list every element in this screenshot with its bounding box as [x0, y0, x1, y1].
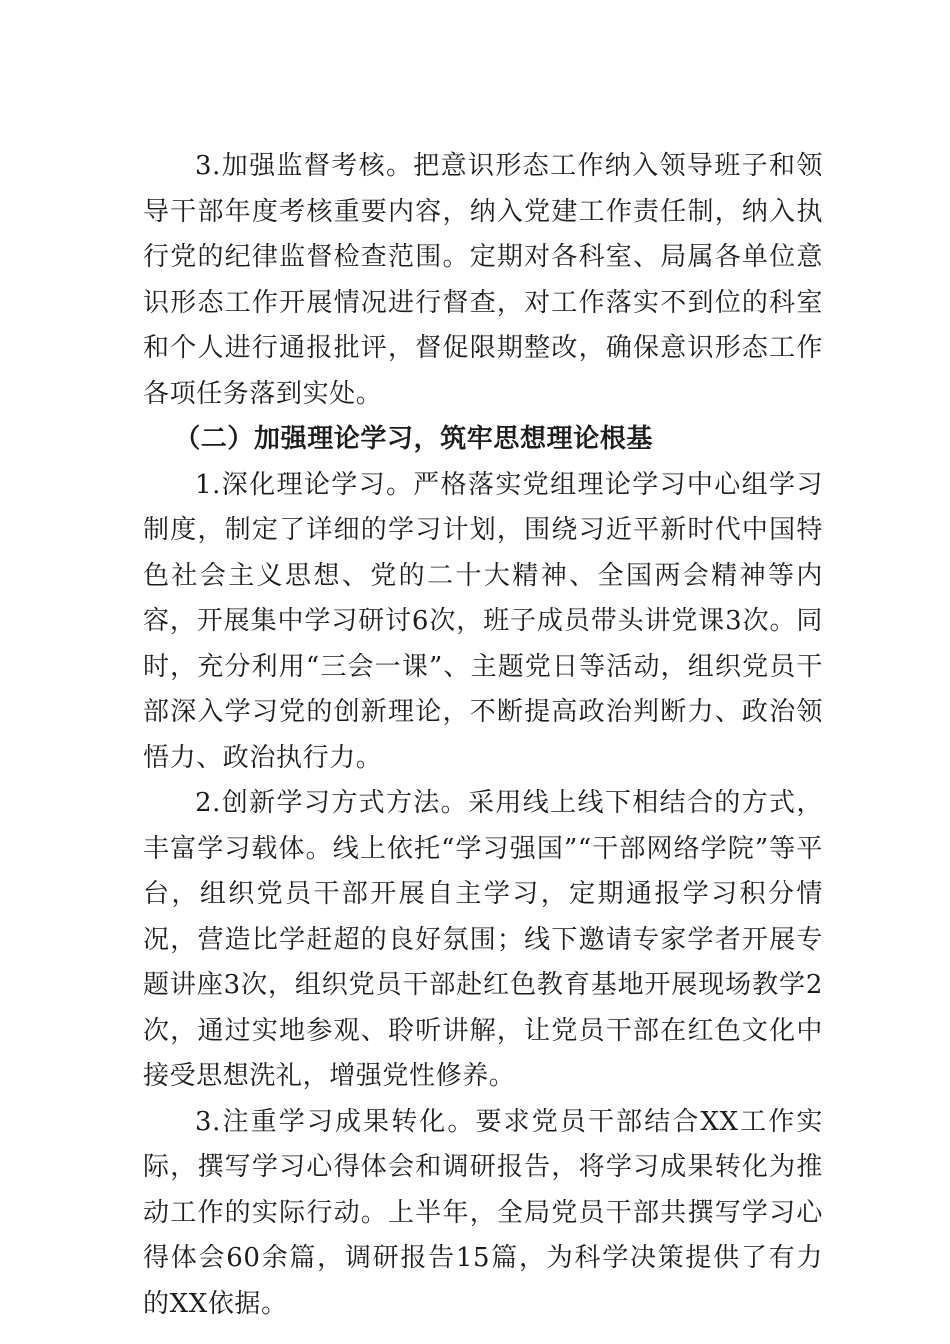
section-heading-theory-study: （二）加强理论学习，筑牢思想理论根基: [174, 424, 653, 454]
paragraph-innovate-study-methods: 2.创新学习方式方法。采用线上线下相结合的方式，丰富学习载体。线上依托“学习强国”“干部网络学院”等平台，组织党员干部开展自主学习，定期通报学习积分情况，营造比学赶超的良好氛围；线下邀请专家学者开展专题讲座3次，组织党员干部赴红色教育基地开展现场教学2次，通过实地参观、聆听讲解，让党员干部在红色文化中接受思想洗礼，增强党性修养。: [143, 788, 823, 1091]
paragraph-deepen-theory-study: 1.深化理论学习。严格落实党组理论学习中心组学习制度，制定了详细的学习计划，围绕习近平新时代中国特色社会主义思想、党的二十大精神、全国两会精神等内容，开展集中学习研讨6次，班子成员带头讲党课3次。同时，充分利用“三会一课”、主题党日等活动，组织党员干部深入学习党的创新理论，不断提高政治判断力、政治领悟力、政治执行力。: [143, 469, 823, 773]
paragraph-study-results-conversion: 3.注重学习成果转化。要求党员干部结合XX工作实际，撰写学习心得体会和调研报告，将学习成果转化为推动工作的实际行动。上半年，全局党员干部共撰写学习心得体会60余篇，调研报告15篇，为科学决策提供了有力的XX依据。: [143, 1106, 823, 1319]
document-body: [143, 144, 823, 1327]
paragraph-supervision-assessment: 3.加强监督考核。把意识形态工作纳入领导班子和领导干部年度考核重要内容，纳入党建工作责任制，纳入执行党的纪律监督检查范围。定期对各科室、局属各单位意识形态工作开展情况进行督查，对工作落实不到位的科室和个人进行通报批评，督促限期整改，确保意识形态工作各项任务落到实处。: [143, 151, 823, 409]
